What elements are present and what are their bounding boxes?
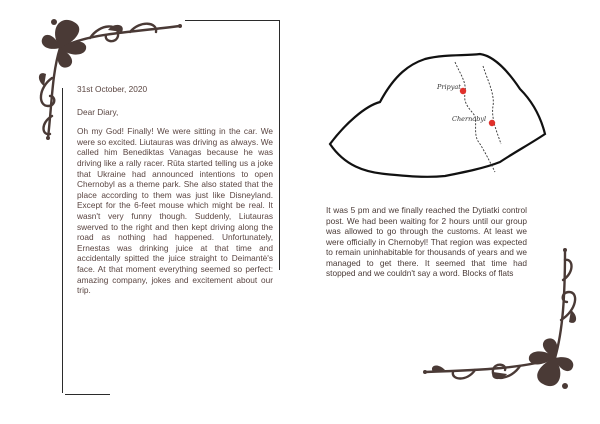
frame-top-line bbox=[185, 20, 280, 21]
entry-date: 31st October, 2020 bbox=[77, 84, 148, 94]
frame-right-line bbox=[279, 20, 280, 270]
diary-entry bbox=[77, 84, 273, 296]
river-line bbox=[483, 66, 501, 144]
frame-bottom-line bbox=[65, 394, 110, 395]
chernobyl-label: Chernobyl bbox=[452, 115, 487, 123]
entry-body: Oh my God! Finally! We were sitting in the car. We were so excited. Liutauras was driving as always. We called him Benediktas Vanagas because he was driving like a rally racer. Rūta started telling us a joke that Ukraine had announced intentions to open Chernobyl as a theme park. She also stated that the place according to them was just like Disneyland. Except for the 6-feet mouse which might be real. It wasn't very funny though. Suddenly, Liutauras swerved to the right and then kept driving along the road as nothing had happened. Unfortunately, Ernestas was drinking juice at that time and accidentally spitted the juice straight to Deimantė's face. At that moment everything seemed so perfect: amazing company, jokes and excitement about our trip. bbox=[77, 126, 273, 296]
bottom-right-flourish-icon bbox=[415, 240, 590, 395]
chernobyl-marker bbox=[489, 120, 495, 126]
zone-border bbox=[330, 54, 545, 177]
continuation-text: It was 5 pm and we finally reached the Dytiatki control post. We had been waiting for 2 hours until our group was allowed to go through the customs. At least we were officially in Chernobyl! That region was expected to remain uninhabitable for thousands of years and we managed to get there. It seemed that time had stopped and we couldn't say a word. Blocks of flats bbox=[326, 205, 527, 278]
pripyat-label: Pripyat bbox=[437, 83, 461, 91]
entry-greeting: Dear Diary, bbox=[77, 106, 119, 117]
chernobyl-zone-map bbox=[325, 44, 550, 184]
